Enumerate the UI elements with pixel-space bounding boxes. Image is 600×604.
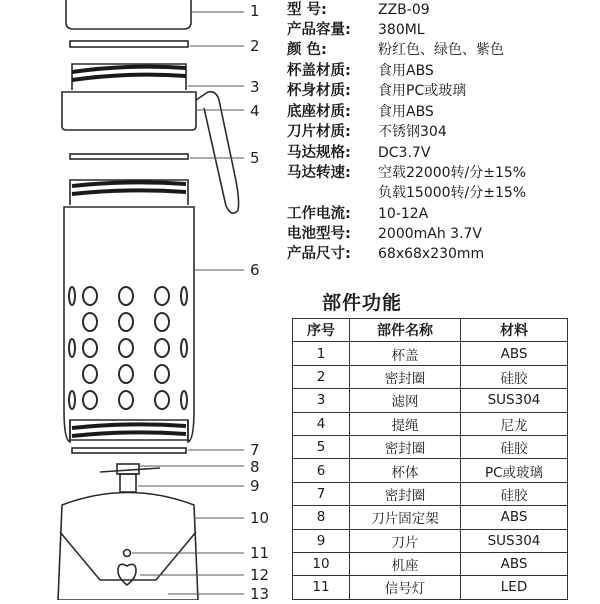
header-material: 材料 xyxy=(461,319,568,342)
seal-ring-top xyxy=(70,41,188,47)
spec-label: 产品容量: xyxy=(287,22,351,38)
spec-label: 型 号: xyxy=(287,2,327,18)
spec-value: 粉红色、绿色、紫色 xyxy=(378,42,504,58)
spec-value: 空载22000转/分±15% xyxy=(378,165,527,181)
cell-index: 2 xyxy=(293,365,350,388)
callout-1: 1 xyxy=(250,2,260,20)
cell-part-name: 刀片 xyxy=(350,529,461,552)
cell-part-name: 信号灯 xyxy=(350,576,461,599)
cell-index: 1 xyxy=(293,342,350,365)
cell-part-name: 密封圈 xyxy=(350,482,461,505)
callout-13: 13 xyxy=(250,585,270,603)
spec-value: ZZB-09 xyxy=(378,2,430,18)
cell-material: ABS xyxy=(461,552,568,575)
cell-material: SUS304 xyxy=(461,529,568,552)
table-row xyxy=(293,389,568,412)
table-row xyxy=(293,459,568,482)
cell-part-name: 密封圈 xyxy=(350,435,461,458)
table-row xyxy=(293,552,568,575)
cell-index: 10 xyxy=(293,552,350,575)
cell-material: ABS xyxy=(461,342,568,365)
callout-11: 11 xyxy=(250,544,270,562)
spec-label: 产品尺寸: xyxy=(287,246,351,262)
callout-3: 3 xyxy=(250,78,260,96)
header-index: 序号 xyxy=(293,319,350,342)
spec-value: 食用ABS xyxy=(378,63,434,79)
exploded-diagram xyxy=(0,0,290,603)
spec-value-secondary: 负载15000转/分±15% xyxy=(378,185,527,201)
cell-part-name: 滤网 xyxy=(350,389,461,412)
table-row xyxy=(293,482,568,505)
spec-label: 刀片材质: xyxy=(287,124,351,140)
spec-label: 底座材质: xyxy=(287,104,351,120)
table-row xyxy=(293,435,568,458)
table-row xyxy=(293,529,568,552)
callout-12: 12 xyxy=(250,566,270,584)
cell-index: 8 xyxy=(293,506,350,529)
table-row xyxy=(293,365,568,388)
cell-part-name: 杯体 xyxy=(350,459,461,482)
cell-index: 6 xyxy=(293,459,350,482)
cell-part-name: 提绳 xyxy=(350,412,461,435)
parts-table xyxy=(292,318,568,600)
cell-material: ABS xyxy=(461,506,568,529)
blade-holder xyxy=(120,474,136,492)
cell-part-name: 密封圈 xyxy=(350,365,461,388)
table-row xyxy=(293,342,568,365)
spec-label: 杯身材质: xyxy=(287,83,351,99)
cell-material: PC或玻璃 xyxy=(461,459,568,482)
collar-shape xyxy=(62,92,196,130)
callout-6: 6 xyxy=(250,261,260,279)
heart-logo-icon xyxy=(118,564,136,585)
cell-index: 4 xyxy=(293,412,350,435)
callout-2: 2 xyxy=(250,37,260,55)
cell-material: SUS304 xyxy=(461,389,568,412)
table-row xyxy=(293,506,568,529)
cell-material: LED xyxy=(461,576,568,599)
blade-shape xyxy=(100,468,160,472)
header-part-name: 部件名称 xyxy=(350,319,461,342)
spec-value: 68x68x230mm xyxy=(378,246,485,262)
cell-part-name: 杯盖 xyxy=(350,342,461,365)
spec-label: 马达规格: xyxy=(287,145,351,161)
callout-4: 4 xyxy=(250,102,260,120)
cell-index: 5 xyxy=(293,435,350,458)
spec-value: DC3.7V xyxy=(378,145,431,161)
spec-label: 工作电流: xyxy=(287,206,351,222)
spec-value: 食用PC或玻璃 xyxy=(378,83,467,99)
cell-index: 3 xyxy=(293,389,350,412)
spec-label: 马达转速: xyxy=(287,165,351,181)
table-row xyxy=(293,412,568,435)
spec-value: 不锈钢304 xyxy=(378,124,447,140)
seal-ring-bottom xyxy=(72,448,186,453)
cell-material: 硅胶 xyxy=(461,365,568,388)
diagram-drawing xyxy=(0,0,290,603)
lid-shape xyxy=(66,0,191,29)
spec-value: 380ML xyxy=(378,22,425,38)
callout-10: 10 xyxy=(250,509,270,527)
cell-index: 11 xyxy=(293,576,350,599)
callout-5: 5 xyxy=(250,149,260,167)
table-header-row xyxy=(293,319,568,342)
seal-ring-mid xyxy=(70,154,188,159)
callout-8: 8 xyxy=(250,458,260,476)
spec-label: 颜 色: xyxy=(287,42,327,58)
cell-part-name: 机座 xyxy=(350,552,461,575)
callout-9: 9 xyxy=(250,477,260,495)
spec-value: 2000mAh 3.7V xyxy=(378,226,483,242)
cell-material: 尼龙 xyxy=(461,412,568,435)
spec-value: 10-12A xyxy=(378,206,429,222)
cell-index: 7 xyxy=(293,482,350,505)
parts-title: 部件功能 xyxy=(322,292,403,314)
cell-material: 硅胶 xyxy=(461,435,568,458)
cell-part-name: 刀片固定架 xyxy=(350,506,461,529)
table-row xyxy=(293,576,568,599)
cell-index: 9 xyxy=(293,529,350,552)
callout-7: 7 xyxy=(250,441,260,459)
spec-label: 杯盖材质: xyxy=(287,63,351,79)
spec-value: 食用ABS xyxy=(378,104,434,120)
signal-light-shape xyxy=(124,550,131,557)
spec-label: 电池型号: xyxy=(287,226,351,242)
cell-material: 硅胶 xyxy=(461,482,568,505)
